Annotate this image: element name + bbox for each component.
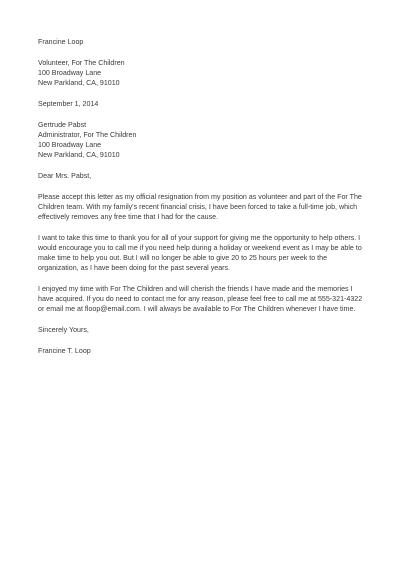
- paragraph-line: I want to take this time to thank you for all of your support for giving me the opportunity to help others. I: [38, 234, 361, 242]
- recipient-address-block: [38, 120, 368, 160]
- spacer: [38, 314, 368, 325]
- sender-role: Volunteer, For The Children: [38, 59, 125, 67]
- paragraph-line: or email me at floop@email.com. I will always be available to For The Children whenever I have time.: [38, 305, 356, 313]
- signature-name: Francine T. Loop: [38, 347, 91, 355]
- spacer: [38, 273, 368, 284]
- body-paragraph-3: [38, 284, 368, 314]
- recipient-name: Gertrude Pabst: [38, 121, 87, 129]
- spacer: [38, 109, 368, 120]
- paragraph-line: would encourage you to call me if you need help during a holiday or weekend event as I may be able to: [38, 244, 362, 252]
- paragraph-line: Please accept this letter as my official resignation from my position as volunteer and part of the For The: [38, 193, 362, 201]
- sender-street: 100 Broadway Lane: [38, 69, 102, 77]
- spacer: [38, 335, 368, 346]
- letter-page: [38, 37, 368, 356]
- closing: Sincerely Yours,: [38, 326, 89, 334]
- spacer: [38, 181, 368, 192]
- paragraph-line: make time to help you out. But I will no longer be able to give 20 to 25 hours per week to the: [38, 254, 328, 262]
- paragraph-line: Children team. With my family's recent financial crisis, I have been forced to take a full-time job, which: [38, 203, 358, 211]
- recipient-city: New Parkland, CA, 91010: [38, 151, 120, 159]
- sender-name: Francine Loop: [38, 38, 84, 46]
- spacer: [38, 47, 368, 58]
- salutation: Dear Mrs. Pabst,: [38, 172, 92, 180]
- paragraph-line: have acquired. If you do need to contact me for any reason, please feel free to call me at 555-321-4322: [38, 295, 363, 303]
- recipient-role: Administrator, For The Children: [38, 131, 137, 139]
- body-paragraph-2: [38, 233, 368, 273]
- paragraph-line: I enjoyed my time with For The Children and will cherish the friends I have made and the memories I: [38, 285, 353, 293]
- letter-date: September 1, 2014: [38, 100, 99, 108]
- spacer: [38, 88, 368, 99]
- body-paragraph-1: [38, 192, 368, 222]
- sender-city: New Parkland, CA, 91010: [38, 79, 120, 87]
- spacer: [38, 160, 368, 171]
- paragraph-line: organization, as I have been doing for the past several years.: [38, 264, 231, 272]
- spacer: [38, 222, 368, 233]
- paragraph-line: effectively removes any free time that I had for the cause.: [38, 213, 219, 221]
- sender-address-block: [38, 58, 368, 88]
- recipient-street: 100 Broadway Lane: [38, 141, 102, 149]
